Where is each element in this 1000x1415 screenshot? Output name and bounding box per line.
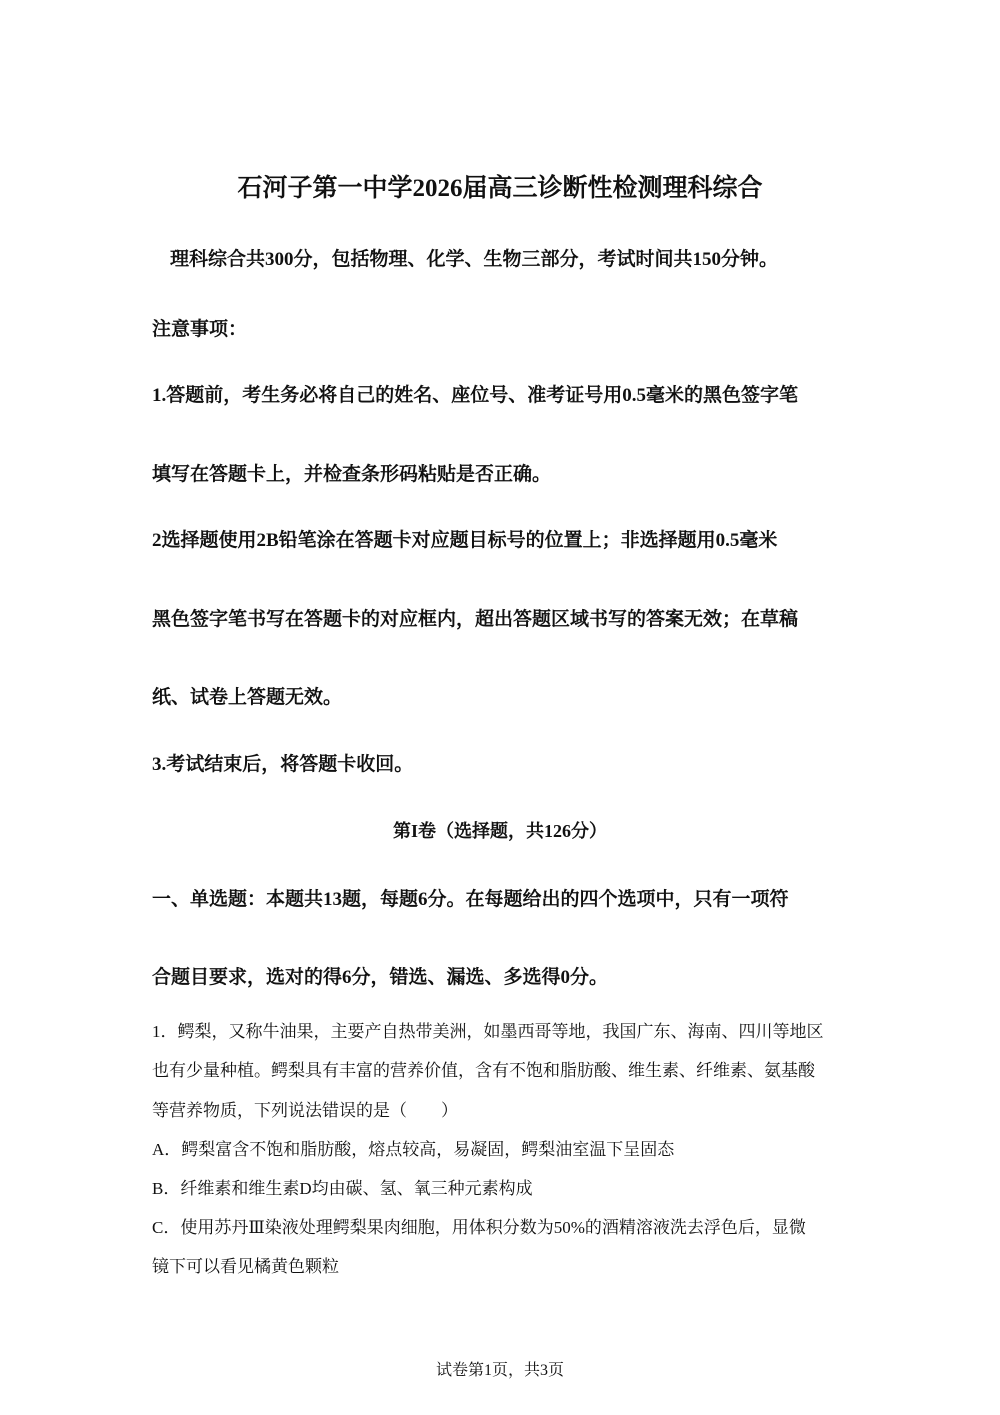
question-1-option-a: A．鳄梨富含不饱和脂肪酸，熔点较高，易凝固，鳄梨油室温下呈固态 (152, 1140, 675, 1159)
question-1-option-c-line-2: 镜下可以看见橘黄色颗粒 (152, 1257, 339, 1276)
page-footer: 试卷第1页，共3页 (435, 1362, 564, 1379)
notice-item-2-line-3: 纸、试卷上答题无效。 (152, 687, 343, 708)
notice-item-2-line-1: 2选择题使用2B铅笔涂在答题卡对应题目标号的位置上；非选择题用0.5毫米 (152, 530, 778, 551)
question-1-stem-line-1: 1．鳄梨，又称牛油果，主要产自热带美洲，如墨西哥等地，我国广东、海南、四川等地区 (152, 1022, 824, 1041)
part-1-heading: 第I卷（选择题，共126分） (392, 821, 607, 841)
question-1-option-b: B．纤维素和维生素D均由碳、氢、氧三种元素构成 (152, 1179, 533, 1198)
notice-heading: 注意事项： (152, 319, 248, 340)
notice-item-3: 3.考试结束后，将答题卡收回。 (152, 754, 414, 775)
exam-title: 石河子第一中学2026届高三诊断性检测理科综合 (237, 175, 763, 202)
question-1-option-c-line-1: C．使用苏丹Ⅲ染液处理鳄梨果肉细胞，用体积分数为50%的酒精溶液洗去浮色后，显微 (152, 1218, 806, 1237)
section-instructions-line-2: 合题目要求，选对的得6分，错选、漏选、多选得0分。 (152, 967, 609, 988)
question-1-stem-line-2: 也有少量种植。鳄梨具有丰富的营养价值，含有不饱和脂肪酸、维生素、纤维素、氨基酸 (152, 1061, 815, 1080)
notice-item-1-line-2: 填写在答题卡上，并检查条形码粘贴是否正确。 (152, 464, 552, 485)
notice-item-2-line-2: 黑色签字笔书写在答题卡的对应框内，超出答题区域书写的答案无效；在草稿 (152, 609, 799, 630)
section-instructions-line-1: 一、单选题：本题共13题，每题6分。在每题给出的四个选项中，只有一项符 (152, 889, 789, 910)
exam-subtitle: 理科综合共300分，包括物理、化学、生物三部分，考试时间共150分钟。 (170, 249, 779, 270)
notice-item-1-line-1: 1.答题前，考生务必将自己的姓名、座位号、准考证号用0.5毫米的黑色签字笔 (152, 385, 799, 406)
question-1-stem-line-3: 等营养物质，下列说法错误的是（ ） (152, 1101, 458, 1120)
